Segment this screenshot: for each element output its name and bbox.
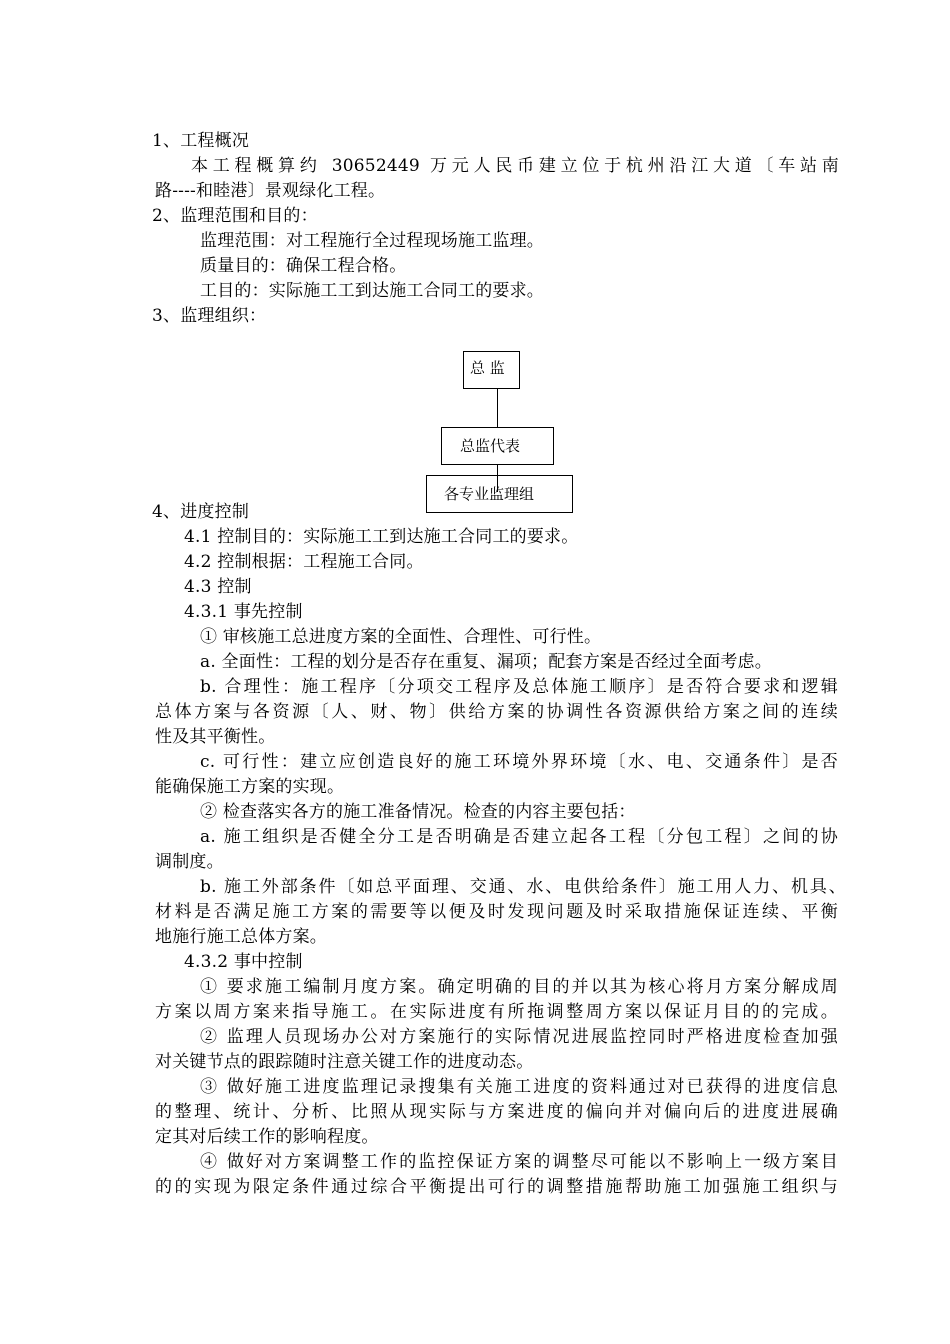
section1-heading: 1、工程概况 (152, 131, 250, 151)
section1-line-2: 路----和睦港〕景观绿化工程。 (155, 181, 386, 201)
control-heading: 4.3 控制 (184, 577, 252, 597)
pre-control-item-b-3: 性及其平衡性。 (155, 727, 276, 747)
pre-control-item-a: a. 全面性：工程的划分是否存在重复、漏项；配套方案是否经过全面考虑。 (200, 652, 772, 672)
org-label-chief: 总 监 (470, 359, 505, 377)
pre-control-item-2b-3: 地施行施工总体方案。 (155, 927, 327, 947)
pre-control-item-1: ① 审核施工总进度方案的全面性、合理性、可行性。 (200, 627, 602, 647)
org-label-groups: 各专业监理组 (444, 485, 535, 503)
mid-control-item-3-1: ③ 做好施工进度监理记录搜集有关施工进度的资料通过对已获得的进度信息 (200, 1077, 838, 1097)
pre-control-heading: 4.3.1 事先控制 (184, 602, 303, 622)
mid-control-item-4-2: 的的实现为限定条件通过综合平衡提出可行的调整措施帮助施工加强施工组织与 (155, 1177, 838, 1197)
mid-control-item-1-2: 方案以周方案来指导施工。在实际进度有所拖调整周方案以保证月目的的完成。 (155, 1002, 838, 1022)
mid-control-item-4-1: ④ 做好对方案调整工作的监控保证方案的调整尽可能以不影响上一级方案目 (200, 1152, 838, 1172)
org-box-groups (426, 475, 573, 513)
control-purpose: 4.1 控制目的：实际施工工到达施工合同工的要求。 (184, 527, 579, 547)
org-label-deputy: 总监代表 (460, 437, 521, 455)
pre-control-item-2a-1: a. 施工组织是否健全分工是否明确是否建立起各工程〔分包工程〕之间的协 (200, 827, 838, 847)
mid-control-item-2-2: 对关键节点的跟踪随时注意关键工作的进度动态。 (155, 1052, 534, 1072)
schedule-line: 工目的：实际施工工到达施工合同工的要求。 (200, 281, 544, 301)
pre-control-item-b-1: b. 合理性：施工程序〔分项交工程序及总体施工顺序〕是否符合要求和逻辑 (200, 677, 838, 697)
pre-control-item-2: ② 检查落实各方的施工准备情况。检查的内容主要包括： (200, 802, 636, 822)
pre-control-item-c-1: c. 可行性：建立应创造良好的施工环境外界环境〔水、电、交通条件〕是否 (200, 752, 838, 772)
org-box-chief (463, 351, 520, 389)
mid-control-item-1-1: ① 要求施工编制月度方案。确定明确的目的并以其为核心将月方案分解成周 (200, 977, 838, 997)
mid-control-item-3-3: 定其对后续工作的影响程度。 (155, 1127, 379, 1147)
section4-heading: 4、进度控制 (152, 502, 250, 522)
mid-control-item-2-1: ② 监理人员现场办公对方案施行的实际情况进展监控同时严格进度检查加强 (200, 1027, 838, 1047)
section3-heading: 3、监理组织： (152, 306, 267, 326)
quality-line: 质量目的：确保工程合格。 (200, 256, 407, 276)
pre-control-item-2a-2: 调制度。 (155, 852, 224, 872)
control-basis: 4.2 控制根据：工程施工合同。 (184, 552, 424, 572)
mid-control-item-3-2: 的整理、统计、分析、比照从现实际与方案进度的偏向并对偏向后的进度进展确 (155, 1102, 838, 1122)
section2-heading: 2、监理范围和目的： (152, 206, 318, 226)
org-box-deputy (441, 427, 554, 465)
pre-control-item-2b-2: 材料是否满足施工方案的需要等以便及时发现问题及时采取措施保证连续、平衡 (155, 902, 838, 922)
section1-line-1: 本工程概算约 30652449 万元人民币建立位于杭州沿江大道〔车站南 (191, 156, 839, 176)
pre-control-item-c-2: 能确保施工方案的实现。 (155, 777, 345, 797)
connector-line-top (497, 389, 498, 427)
connector-line-overlap (497, 476, 498, 492)
mid-control-heading: 4.3.2 事中控制 (184, 952, 303, 972)
scope-line: 监理范围：对工程施行全过程现场施工监理。 (200, 231, 544, 251)
pre-control-item-b-2: 总体方案与各资源〔人、财、物〕供给方案的协调性各资源供给方案之间的连续 (155, 702, 838, 722)
pre-control-item-2b-1: b. 施工外部条件〔如总平面理、交通、水、电供给条件〕施工用人力、机具、 (200, 877, 846, 897)
